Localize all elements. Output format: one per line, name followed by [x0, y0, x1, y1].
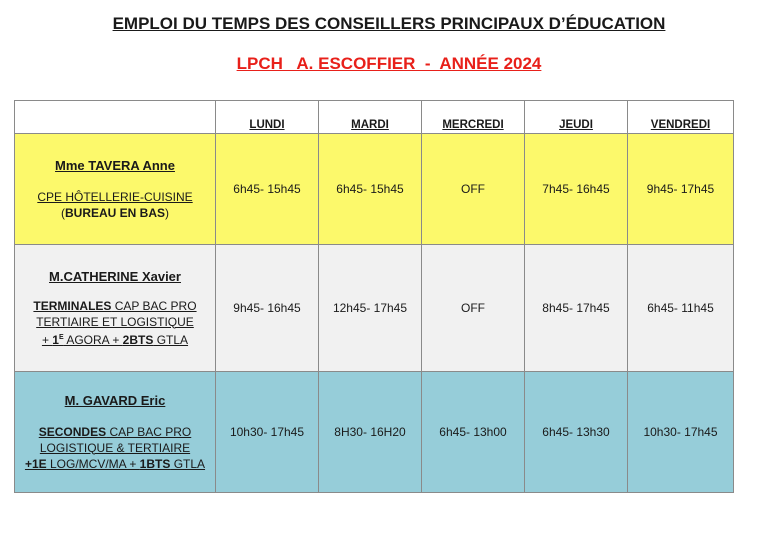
- staff-role-line2: LOGISTIQUE & TERTIAIRE: [39, 440, 191, 455]
- hours-cell: 10h30- 17h45: [628, 372, 734, 493]
- staff-cell: [15, 372, 216, 493]
- day-header-lundi: LUNDI: [216, 101, 319, 134]
- hours-cell: 6h45- 13h00: [422, 372, 525, 493]
- staff-name: Mme TAVERA Anne: [55, 157, 175, 173]
- hours-cell: 8h45- 17h45: [525, 245, 628, 372]
- hours-cell: 9h45- 16h45: [216, 245, 319, 372]
- staff-name: M. GAVARD Eric: [64, 392, 166, 408]
- hours-cell: 7h45- 16h45: [525, 134, 628, 245]
- day-header-mercredi: MERCREDI: [422, 101, 525, 134]
- schedule-table: [14, 100, 734, 493]
- header-row: [15, 101, 734, 134]
- hours-cell: OFF: [422, 134, 525, 245]
- day-header-vendredi: VENDREDI: [628, 101, 734, 134]
- header-corner-cell: [15, 101, 216, 134]
- page-subtitle: LPCH A. ESCOFFIER - ANNÉE 2024: [236, 54, 542, 73]
- staff-role: CPE HÔTELLERIE-CUISINE: [37, 189, 193, 204]
- table-row: [15, 372, 734, 493]
- staff-role: TERMINALES CAP BAC PRO: [33, 298, 197, 313]
- staff-name: M.CATHERINE Xavier: [49, 268, 181, 284]
- hours-cell: 6h45- 11h45: [628, 245, 734, 372]
- staff-role: SECONDES CAP BAC PRO: [38, 424, 192, 439]
- hours-cell: 6h45- 15h45: [319, 134, 422, 245]
- hours-cell: 6h45- 15h45: [216, 134, 319, 245]
- table-row: [15, 134, 734, 245]
- staff-cell: [15, 245, 216, 372]
- staff-office: (BUREAU EN BAS): [60, 205, 169, 220]
- table-row: [15, 245, 734, 372]
- hours-cell: 6h45- 13h30: [525, 372, 628, 493]
- staff-cell: [15, 134, 216, 245]
- staff-role-line2: TERTIAIRE ET LOGISTIQUE: [36, 314, 194, 329]
- page-title: EMPLOI DU TEMPS DES CONSEILLERS PRINCIPAUX D’ÉDUCATION: [112, 14, 666, 33]
- hours-cell: 10h30- 17h45: [216, 372, 319, 493]
- hours-cell: OFF: [422, 245, 525, 372]
- hours-cell: 12h45- 17h45: [319, 245, 422, 372]
- staff-role-line3: + $1^E$ AGORA + 2BTS GTLA: [41, 332, 189, 347]
- hours-cell: 9h45- 17h45: [628, 134, 734, 245]
- day-header-jeudi: JEUDI: [525, 101, 628, 134]
- hours-cell: 8H30- 16H20: [319, 372, 422, 493]
- staff-role-line3: +1E LOG/MCV/MA + 1BTS GTLA: [24, 456, 206, 471]
- day-header-mardi: MARDI: [319, 101, 422, 134]
